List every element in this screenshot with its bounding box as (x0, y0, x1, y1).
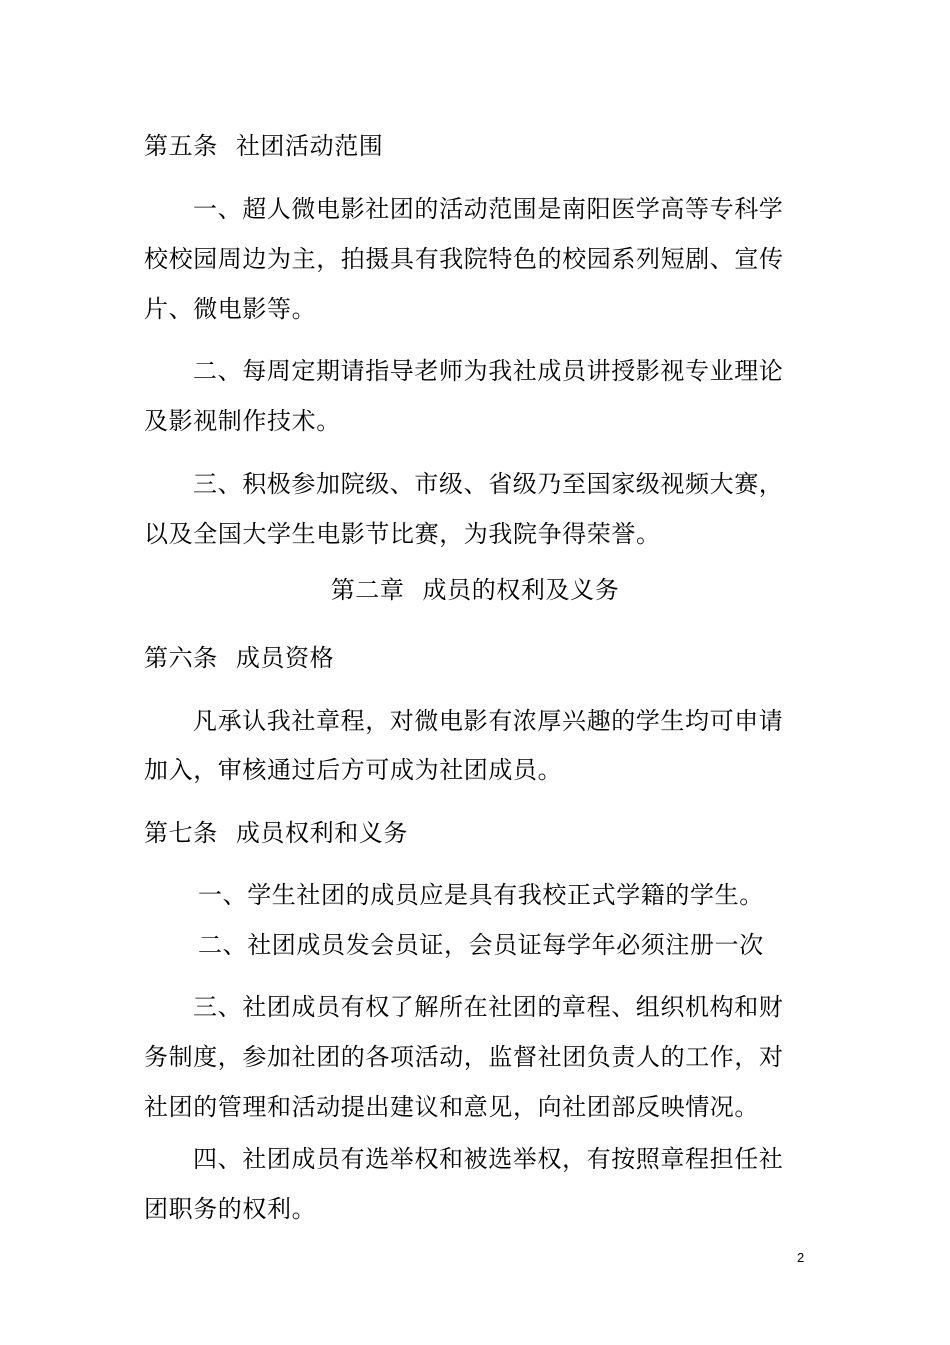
article-5-number: 第五条 (144, 132, 218, 160)
article-5-p1-line-2: 校校园周边为主，拍摄具有我院特色的校园系列短剧、宣传 (144, 245, 784, 273)
article-6-title: 成员资格 (235, 644, 335, 672)
article-7-number: 第七条 (144, 819, 218, 847)
article-7-p3-line-1: 三、社团成员有权了解所在社团的章程、组织机构和财 (193, 993, 784, 1021)
article-7-p3-line-2: 务制度，参加社团的各项活动，监督社团负责人的工作，对 (144, 1043, 784, 1071)
article-7-p3-line-3: 社团的管理和活动提出建议和意见，向社团部反映情况。 (144, 1093, 759, 1121)
chapter-2-number: 第二章 (330, 576, 405, 604)
article-5-title: 社团活动范围 (235, 132, 384, 160)
article-7-p4-line-2: 团职务的权利。 (144, 1195, 317, 1223)
article-5-p3-line-2: 以及全国大学生电影节比赛，为我院争得荣誉。 (144, 520, 661, 548)
article-5-p2-line-2: 及影视制作技术。 (144, 407, 341, 435)
article-7-title: 成员权利和义务 (235, 819, 409, 847)
chapter-2-heading (0, 574, 950, 606)
article-6-number: 第六条 (144, 644, 218, 672)
article-7-heading (144, 817, 408, 849)
article-7-p4-line-1: 四、社团成员有选举权和被选举权，有按照章程担任社 (193, 1145, 784, 1173)
article-6-p1-line-2: 加入，审核通过后方可成为社团成员。 (144, 756, 563, 784)
article-5-heading (144, 130, 383, 162)
article-5-p3-line-1: 三、积极参加院级、市级、省级乃至国家级视频大赛， (193, 470, 784, 498)
article-5-p2-line-1: 二、每周定期请指导老师为我社成员讲授影视专业理论 (193, 357, 784, 385)
article-5-p1-line-3: 片、微电影等。 (144, 295, 317, 323)
article-6-p1-line-1: 凡承认我社章程，对微电影有浓厚兴趣的学生均可申请 (193, 707, 784, 735)
page-number: 2 (797, 1250, 805, 1265)
chapter-2-title: 成员的权利及义务 (422, 576, 620, 604)
article-7-p2: 二、社团成员发会员证，会员证每学年必须注册一次 (198, 931, 764, 959)
article-5-p1-line-1: 一、超人微电影社团的活动范围是南阳医学高等专科学 (193, 195, 784, 223)
article-6-heading (144, 642, 334, 674)
article-7-p1: 一、学生社团的成员应是具有我校正式学籍的学生。 (198, 881, 764, 909)
